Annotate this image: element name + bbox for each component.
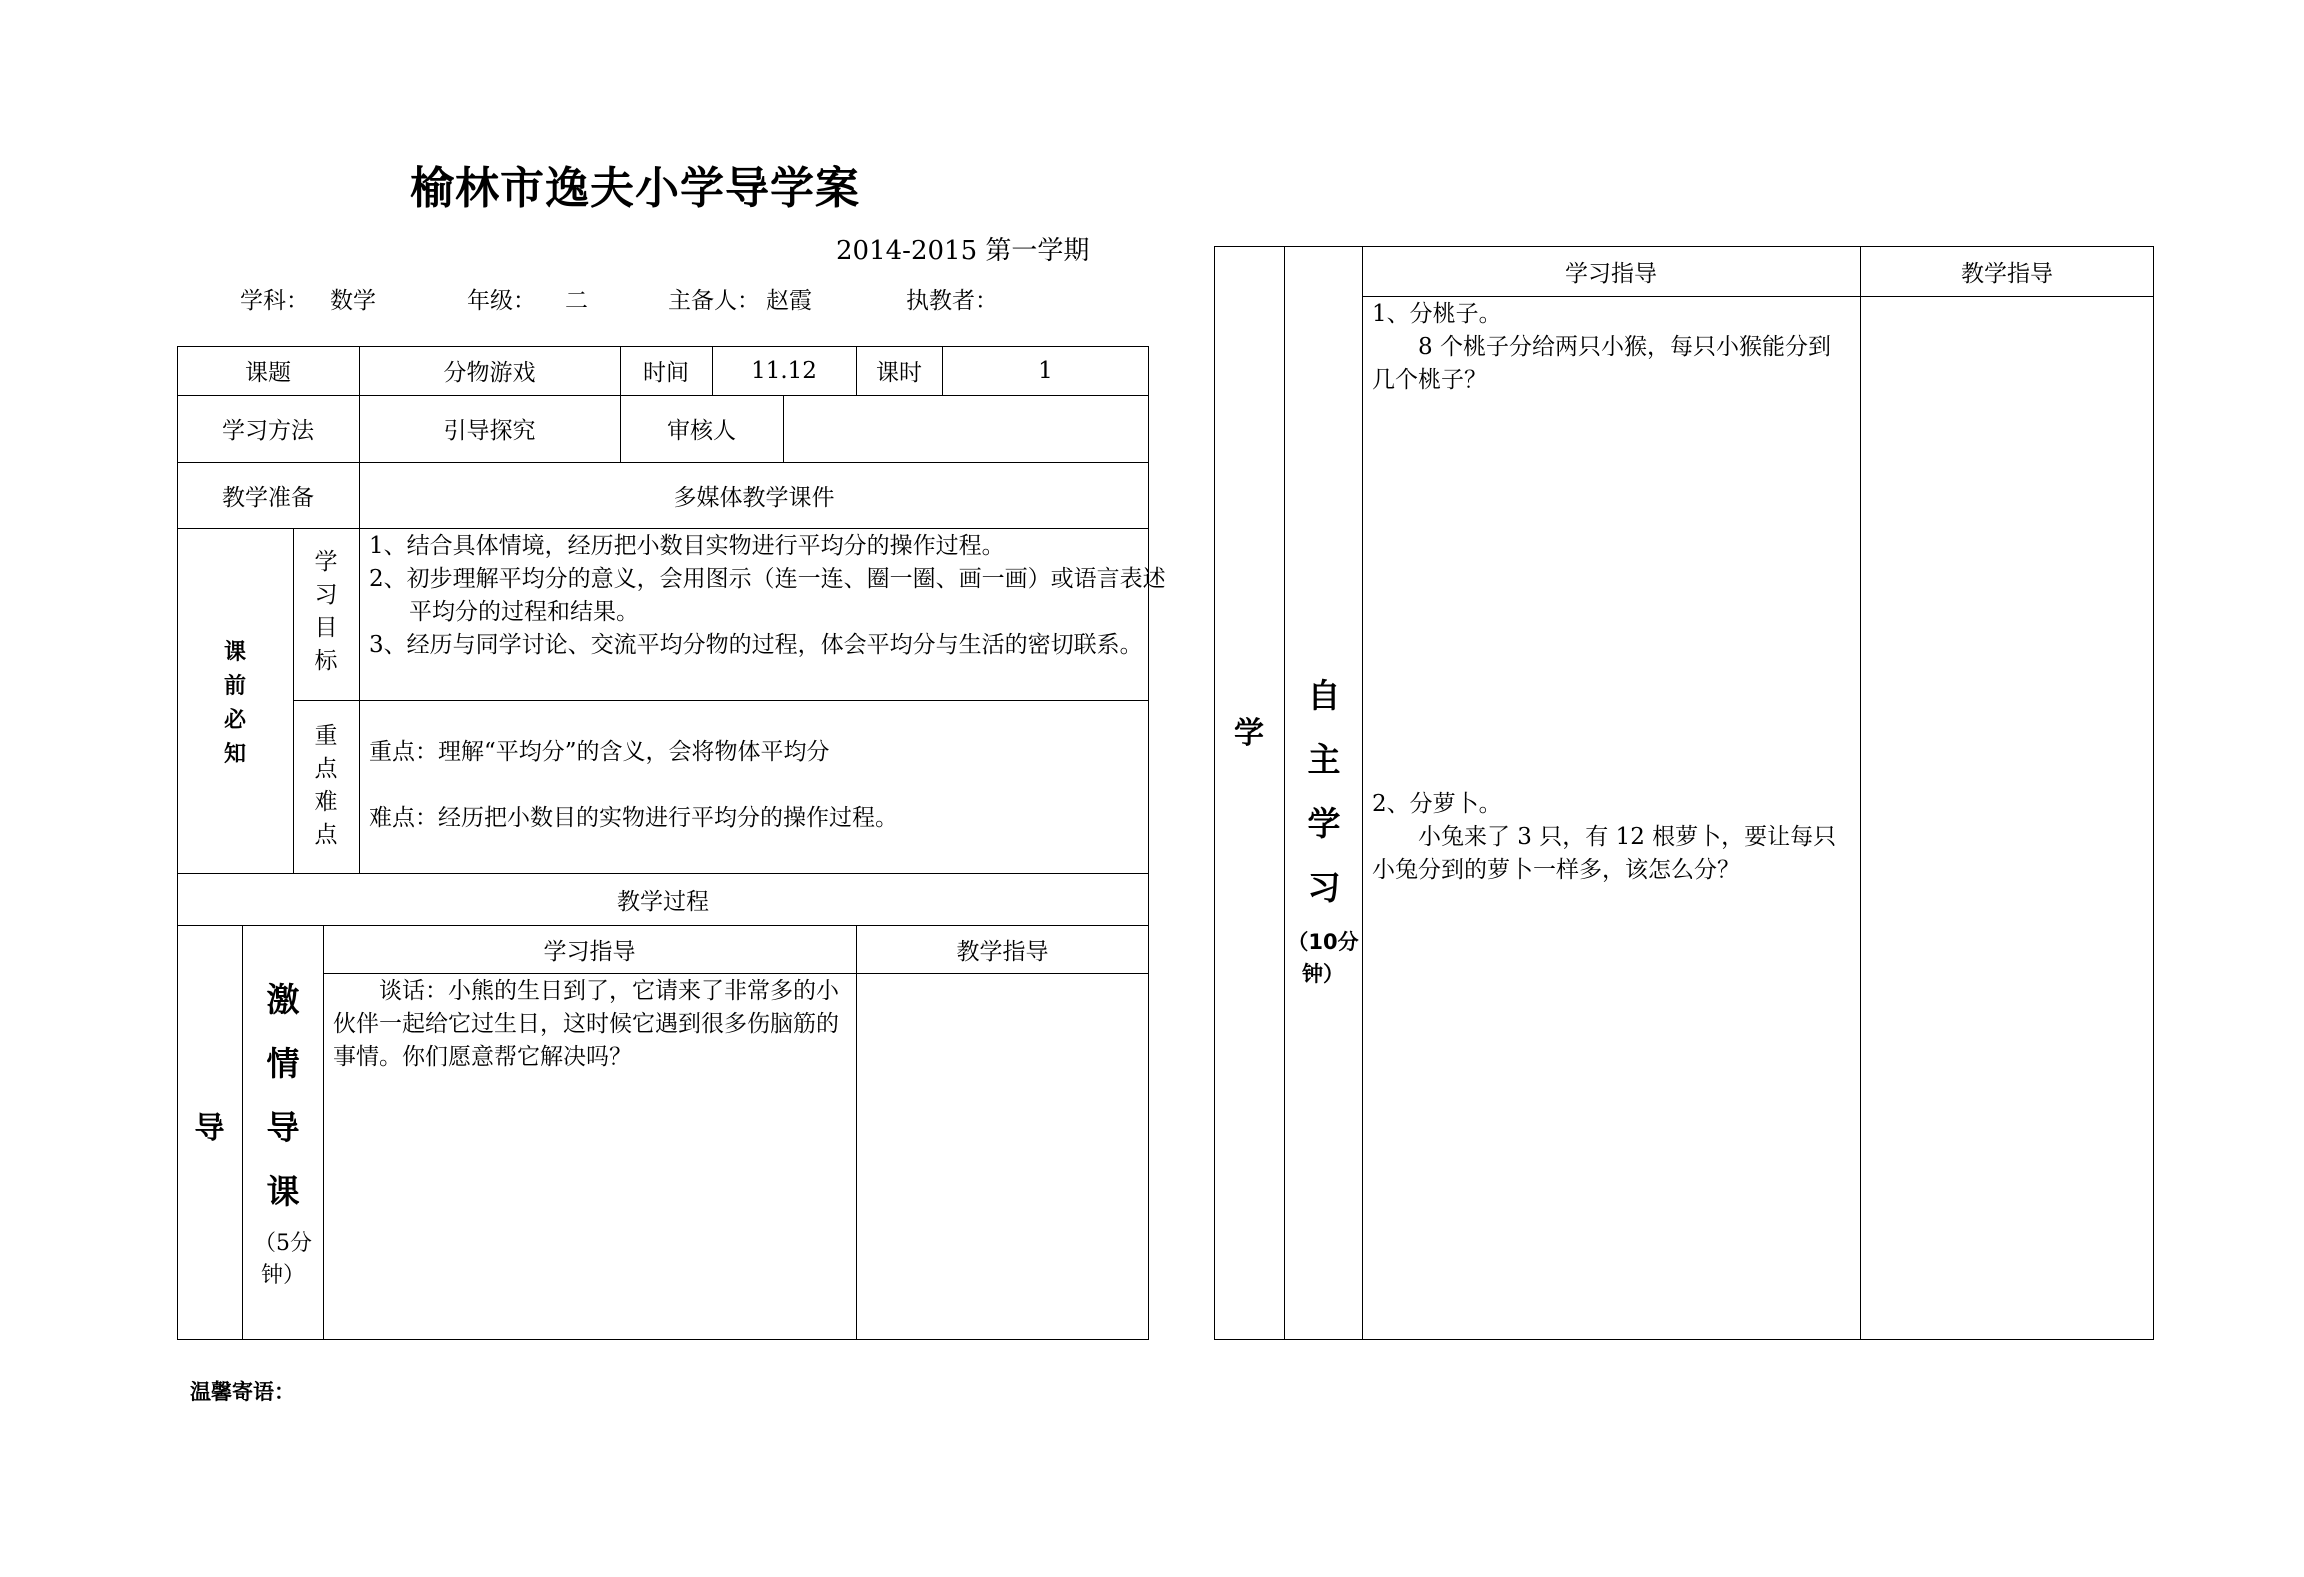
reviewer-label: 审核人 [667, 418, 736, 444]
process-label: 教学过程 [617, 888, 709, 915]
left-section-time: （5分钟） [254, 1231, 312, 1288]
prereq-label: 课前必知 [223, 640, 246, 767]
right-section-time: （10分钟） [1287, 930, 1359, 986]
period-label: 课时 [876, 360, 922, 386]
intro-text: 谈话：小熊的生日到了，它请来了非常多的小伙伴一起给它过生日，这时候它遇到很多伤脑筋的事情。你们愿意帮它解决吗？ [333, 978, 839, 1070]
topic-value: 分物游戏 [443, 360, 536, 386]
goals-label: 学习目标 [314, 549, 338, 674]
learn-label: 学 [1234, 716, 1264, 751]
grade-label: 年级： [467, 288, 536, 314]
left-study-guide-header: 学习指导 [543, 938, 636, 965]
task2-text: 小兔来了 3 只，有 12 根萝卜，要让每只小兔分到的萝卜一样多，该怎么分？ [1372, 824, 1837, 883]
keypoints-label: 重点难点 [314, 723, 338, 848]
page-title: 榆林市逸夫小学导学案 [410, 163, 860, 214]
right-study-guide-header: 学习指导 [1565, 260, 1657, 287]
time-value: 11.12 [751, 357, 817, 384]
right-section-title: 自主学习 [1307, 676, 1341, 907]
difficulty: 难点：经历把小数目的实物进行平均分的操作过程。 [369, 805, 898, 831]
guide-label: 导 [194, 1111, 225, 1146]
goal-2: 2、初步理解平均分的意义，会用图示（连一连、圈一圈、画一画）或语言表述平均分的过程和结果。 [369, 566, 1166, 625]
topic-label: 课题 [245, 360, 291, 386]
task1-text: 8 个桃子分给两只小猴，每只小猴能分到几个桃子？ [1372, 334, 1831, 393]
preparer-label: 主备人： [668, 288, 760, 314]
task1-title: 1、分桃子。 [1372, 301, 1502, 327]
key-point: 重点：理解“平均分”的含义，会将物体平均分 [369, 739, 830, 765]
prep-value: 多媒体教学课件 [673, 484, 835, 511]
prep-label: 教学准备 [222, 484, 314, 511]
left-section-title: 激情导课 [266, 980, 300, 1211]
reviewer-value [783, 395, 1149, 462]
period-value: 1 [1038, 357, 1053, 384]
left-teach-guide-header: 教学指导 [956, 938, 1049, 965]
subject-label: 学科： [240, 288, 309, 314]
method-label: 学习方法 [222, 418, 314, 444]
task2-title: 2、分萝卜。 [1372, 791, 1502, 817]
subject-value: 数学 [330, 288, 376, 314]
preparer-value: 赵霞 [766, 288, 812, 314]
method-value: 引导探究 [443, 418, 536, 444]
goal-3: 3、经历与同学讨论、交流平均分物的过程，体会平均分与生活的密切联系。 [369, 632, 1143, 658]
term-label: 2014-2015 第一学期 [836, 236, 1090, 266]
executor-label: 执教者： [906, 288, 998, 314]
message-label: 温馨寄语： [190, 1380, 295, 1404]
grade-value: 二 [565, 288, 588, 314]
time-label: 时间 [643, 360, 689, 386]
goal-1: 1、结合具体情境，经历把小数目实物进行平均分的操作过程。 [369, 533, 1005, 559]
right-teach-guide-header: 教学指导 [1961, 260, 2053, 287]
